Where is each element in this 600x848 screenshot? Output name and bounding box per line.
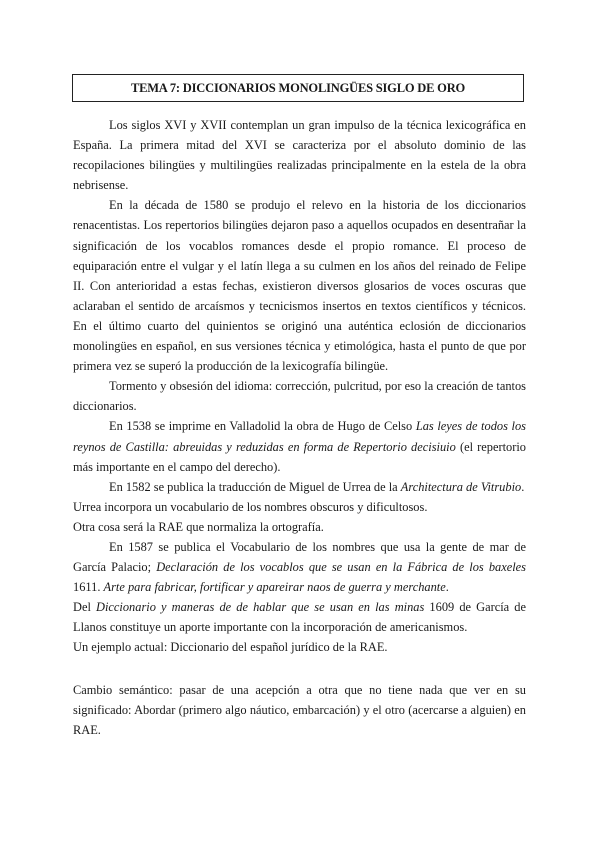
paragraph-urrea: Urrea incorpora un vocabulario de los nombres obscuros y dificultosos. [73,499,428,514]
text-run: 1611. [73,580,104,595]
book-title: Arte para fabricar, fortificar y apareirar naos de guerra y merchante [103,580,446,595]
text-run: En 1538 se imprime en Valladolid la obra de Hugo de Celso [109,419,416,434]
paragraph-1538 [73,416,526,476]
book-title: Las leyes de todos los reynos de Castilla: abreuidas y reduzidas en forma de Repertorio decisiuio [73,419,526,454]
paragraph-tormento: Tormento y obsesión del idioma: corrección, pulcritud, por eso la creación de tantos diccionarios. [73,379,526,414]
paragraph-example: Un ejemplo actual: Diccionario del español jurídico de la RAE. [73,640,388,655]
text-run: (el repertorio más importante en el campo del derecho). [73,439,526,474]
book-title: Architectura de Vitrubio [400,479,522,494]
book-title: Declaración de los vocablos que se usan en la Fábrica de los baxeles [156,560,526,575]
text-run: En 1582 se publica la traducción de Miguel de Urrea de la [109,479,401,494]
paragraph-semantic-change: Cambio semántico: pasar de una acepción a otra que no tiene nada que ver en su significado: Abordar (primero algo náutico, embarcación) y el otro (acercarse a alguien) en RAE. [73,682,526,737]
text-run: . [445,580,449,595]
text-run: Del [73,600,97,615]
paragraph-intro: Los siglos XVI y XVII contemplan un gran impulso de la técnica lexicográfica en España. La primera mitad del XVI se caracteriza por el absoluto dominio de las recopilaciones bilingües y multilingües realizadas principalmente en la estela de la obra nebrisense. [73,118,526,193]
page-title: TEMA 7: DICCIONARIOS MONOLINGÜES SIGLO DE ORO [72,74,524,102]
paragraph-spacer [73,658,526,680]
text-run: . [521,479,525,494]
paragraph-rae: Otra cosa será la RAE que normaliza la ortografía. [73,519,324,534]
text-run: 1609 de García de Llanos constituye un aporte importante con la incorporación de americanismos. [73,600,526,635]
text-run: En 1587 se publica el Vocabulario de los nombres que usa la gente de mar de García Palacio; [73,539,526,575]
paragraph-1609 [73,597,526,637]
paragraph-1580: En la década de 1580 se produjo el relevo en la historia de los diccionarios renacentistas. Los repertorios bilingües dejaron paso a aquellos ocupados en desentrañar la significación de los vocablos romances desde el propio romance. El proceso de equiparación entre el vulgar y el latín llega a su culmen en los años del reinado de Felipe II. Con anterioridad a estas fechas, existieron diversos glosarios de voces oscuras que aclaraban el sentido de arcaísmos y tecnicismos insertos en textos científicos y técnicos. En el último cuarto del quinientos se originó una auténtica eclosión de diccionarios monolingües en español, en sus versiones técnica y etimológica, hasta el punto de que por primera vez se superó la producción de la lexicografía bilingüe. [73,198,526,374]
paragraph-1587 [73,537,526,597]
document-body [73,115,526,740]
paragraph-1582 [73,477,526,497]
book-title: Diccionario y maneras de de hablar que se usan en las minas [96,600,425,615]
